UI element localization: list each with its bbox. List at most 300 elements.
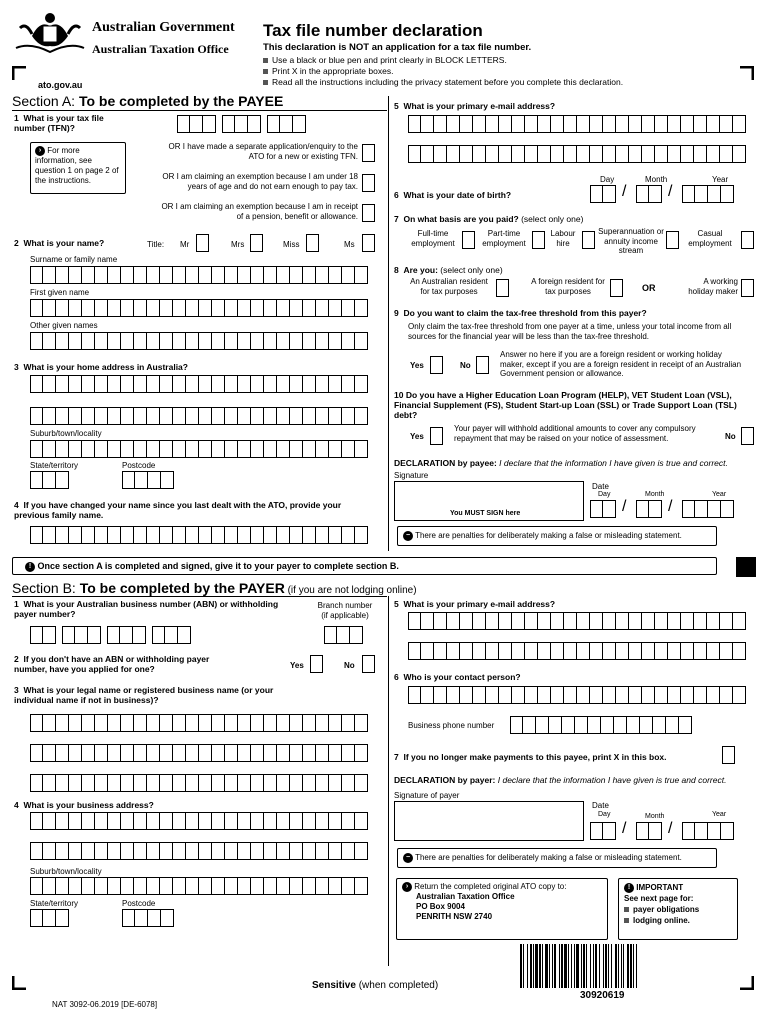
char-box[interactable]	[668, 115, 681, 133]
char-box[interactable]	[473, 686, 486, 704]
char-box[interactable]	[329, 714, 342, 732]
char-box[interactable]	[238, 744, 251, 762]
char-box[interactable]	[614, 716, 627, 734]
char-box[interactable]	[121, 407, 134, 425]
char-box[interactable]	[56, 774, 69, 792]
dob-year-boxes[interactable]	[682, 185, 734, 203]
char-box[interactable]	[95, 332, 108, 350]
char-box[interactable]	[342, 407, 355, 425]
char-box[interactable]	[173, 407, 186, 425]
char-box[interactable]	[616, 612, 629, 630]
surname-boxes[interactable]	[30, 266, 368, 284]
address-line-2[interactable]	[30, 407, 368, 425]
char-box[interactable]	[668, 642, 681, 660]
char-box[interactable]	[108, 375, 121, 393]
char-box[interactable]	[636, 185, 649, 203]
char-box[interactable]	[95, 744, 108, 762]
payee-date-month[interactable]	[636, 500, 662, 518]
char-box[interactable]	[277, 812, 290, 830]
char-box[interactable]	[43, 744, 56, 762]
char-box[interactable]	[590, 115, 603, 133]
char-box[interactable]	[212, 526, 225, 544]
char-box[interactable]	[681, 686, 694, 704]
char-box[interactable]	[199, 299, 212, 317]
char-box[interactable]	[56, 842, 69, 860]
char-box[interactable]	[316, 266, 329, 284]
char-box[interactable]	[30, 812, 43, 830]
b-email-2[interactable]	[408, 642, 746, 660]
char-box[interactable]	[212, 877, 225, 895]
char-box[interactable]	[160, 332, 173, 350]
char-box[interactable]	[577, 686, 590, 704]
char-box[interactable]	[603, 686, 616, 704]
char-box[interactable]	[43, 266, 56, 284]
char-box[interactable]	[577, 115, 590, 133]
char-box[interactable]	[173, 266, 186, 284]
char-box[interactable]	[95, 877, 108, 895]
char-box[interactable]	[199, 842, 212, 860]
char-box[interactable]	[681, 642, 694, 660]
char-box[interactable]	[30, 407, 43, 425]
payee-date-year[interactable]	[682, 500, 734, 518]
char-box[interactable]	[277, 526, 290, 544]
char-box[interactable]	[160, 266, 173, 284]
char-box[interactable]	[238, 877, 251, 895]
char-box[interactable]	[525, 145, 538, 163]
char-box[interactable]	[316, 440, 329, 458]
char-box[interactable]	[108, 299, 121, 317]
business-name-2[interactable]	[30, 744, 368, 762]
char-box[interactable]	[486, 686, 499, 704]
char-box[interactable]	[655, 115, 668, 133]
char-box[interactable]	[30, 842, 43, 860]
parttime-checkbox[interactable]	[532, 231, 545, 249]
char-box[interactable]	[303, 407, 316, 425]
char-box[interactable]	[56, 440, 69, 458]
char-box[interactable]	[173, 299, 186, 317]
char-box[interactable]	[173, 440, 186, 458]
char-box[interactable]	[636, 500, 649, 518]
char-box[interactable]	[616, 115, 629, 133]
char-box[interactable]	[551, 612, 564, 630]
char-box[interactable]	[324, 626, 337, 644]
char-box[interactable]	[108, 744, 121, 762]
char-box[interactable]	[251, 842, 264, 860]
char-box[interactable]	[147, 440, 160, 458]
char-box[interactable]	[303, 375, 316, 393]
char-box[interactable]	[186, 266, 199, 284]
char-box[interactable]	[238, 526, 251, 544]
b-q7-checkbox[interactable]	[722, 746, 735, 764]
char-box[interactable]	[69, 440, 82, 458]
char-box[interactable]	[355, 812, 368, 830]
char-box[interactable]	[95, 266, 108, 284]
char-box[interactable]	[290, 375, 303, 393]
char-box[interactable]	[629, 686, 642, 704]
char-box[interactable]	[655, 612, 668, 630]
char-box[interactable]	[588, 716, 601, 734]
char-box[interactable]	[590, 686, 603, 704]
char-box[interactable]	[134, 266, 147, 284]
char-box[interactable]	[160, 299, 173, 317]
payer-date-day[interactable]	[590, 822, 616, 840]
char-box[interactable]	[43, 299, 56, 317]
char-box[interactable]	[707, 145, 720, 163]
char-box[interactable]	[679, 716, 692, 734]
char-box[interactable]	[56, 332, 69, 350]
char-box[interactable]	[147, 714, 160, 732]
char-box[interactable]	[408, 115, 421, 133]
char-box[interactable]	[342, 299, 355, 317]
char-box[interactable]	[329, 812, 342, 830]
char-box[interactable]	[69, 526, 82, 544]
char-box[interactable]	[147, 877, 160, 895]
char-box[interactable]	[640, 716, 653, 734]
char-box[interactable]	[160, 375, 173, 393]
char-box[interactable]	[43, 714, 56, 732]
char-box[interactable]	[616, 145, 629, 163]
char-box[interactable]	[342, 774, 355, 792]
char-box[interactable]	[564, 612, 577, 630]
char-box[interactable]	[69, 877, 82, 895]
char-box[interactable]	[199, 744, 212, 762]
char-box[interactable]	[160, 714, 173, 732]
char-box[interactable]	[264, 714, 277, 732]
char-box[interactable]	[122, 471, 135, 489]
char-box[interactable]	[707, 612, 720, 630]
char-box[interactable]	[186, 526, 199, 544]
char-box[interactable]	[447, 145, 460, 163]
char-box[interactable]	[173, 744, 186, 762]
char-box[interactable]	[590, 185, 603, 203]
char-box[interactable]	[512, 686, 525, 704]
b-contact-boxes[interactable]	[408, 686, 746, 704]
char-box[interactable]	[264, 744, 277, 762]
char-box[interactable]	[108, 332, 121, 350]
char-box[interactable]	[173, 877, 186, 895]
char-box[interactable]	[355, 774, 368, 792]
char-box[interactable]	[43, 812, 56, 830]
business-address-1[interactable]	[30, 812, 368, 830]
or-2-checkbox[interactable]	[362, 174, 375, 192]
char-box[interactable]	[199, 375, 212, 393]
char-box[interactable]	[682, 185, 695, 203]
q9-no-checkbox[interactable]	[476, 356, 489, 374]
char-box[interactable]	[186, 877, 199, 895]
char-box[interactable]	[108, 774, 121, 792]
char-box[interactable]	[147, 744, 160, 762]
or-1-checkbox[interactable]	[362, 144, 375, 162]
char-box[interactable]	[121, 440, 134, 458]
char-box[interactable]	[290, 407, 303, 425]
char-box[interactable]	[733, 612, 746, 630]
char-box[interactable]	[655, 642, 668, 660]
char-box[interactable]	[95, 714, 108, 732]
char-box[interactable]	[160, 774, 173, 792]
char-box[interactable]	[134, 744, 147, 762]
char-box[interactable]	[30, 471, 43, 489]
char-box[interactable]	[43, 774, 56, 792]
char-box[interactable]	[95, 774, 108, 792]
char-box[interactable]	[82, 332, 95, 350]
char-box[interactable]	[316, 744, 329, 762]
fulltime-checkbox[interactable]	[462, 231, 475, 249]
char-box[interactable]	[447, 686, 460, 704]
char-box[interactable]	[134, 332, 147, 350]
char-box[interactable]	[575, 716, 588, 734]
char-box[interactable]	[538, 686, 551, 704]
char-box[interactable]	[134, 774, 147, 792]
char-box[interactable]	[303, 266, 316, 284]
char-box[interactable]	[342, 744, 355, 762]
char-box[interactable]	[277, 332, 290, 350]
char-box[interactable]	[316, 774, 329, 792]
char-box[interactable]	[147, 299, 160, 317]
first-name-boxes[interactable]	[30, 299, 368, 317]
char-box[interactable]	[577, 145, 590, 163]
char-box[interactable]	[421, 115, 434, 133]
char-box[interactable]	[642, 642, 655, 660]
char-box[interactable]	[486, 612, 499, 630]
char-box[interactable]	[69, 299, 82, 317]
char-box[interactable]	[82, 842, 95, 860]
char-box[interactable]	[147, 407, 160, 425]
char-box[interactable]	[721, 822, 734, 840]
char-box[interactable]	[225, 714, 238, 732]
char-box[interactable]	[108, 440, 121, 458]
char-box[interactable]	[199, 266, 212, 284]
char-box[interactable]	[147, 842, 160, 860]
char-box[interactable]	[562, 716, 575, 734]
char-box[interactable]	[316, 812, 329, 830]
labour-hire-checkbox[interactable]	[582, 231, 595, 249]
char-box[interactable]	[121, 375, 134, 393]
char-box[interactable]	[350, 626, 363, 644]
char-box[interactable]	[186, 842, 199, 860]
char-box[interactable]	[277, 440, 290, 458]
char-box[interactable]	[681, 115, 694, 133]
char-box[interactable]	[134, 877, 147, 895]
char-box[interactable]	[212, 842, 225, 860]
char-box[interactable]	[134, 407, 147, 425]
char-box[interactable]	[56, 299, 69, 317]
char-box[interactable]	[329, 299, 342, 317]
email-boxes-1[interactable]	[408, 115, 746, 133]
char-box[interactable]	[56, 744, 69, 762]
char-box[interactable]	[121, 774, 134, 792]
char-box[interactable]	[720, 612, 733, 630]
char-box[interactable]	[342, 714, 355, 732]
char-box[interactable]	[460, 642, 473, 660]
char-box[interactable]	[108, 266, 121, 284]
char-box[interactable]	[186, 407, 199, 425]
char-box[interactable]	[95, 440, 108, 458]
char-box[interactable]	[525, 686, 538, 704]
char-box[interactable]	[264, 299, 277, 317]
char-box[interactable]	[82, 299, 95, 317]
char-box[interactable]	[721, 500, 734, 518]
char-box[interactable]	[629, 145, 642, 163]
char-box[interactable]	[590, 500, 603, 518]
char-box[interactable]	[69, 774, 82, 792]
char-box[interactable]	[134, 299, 147, 317]
char-box[interactable]	[447, 115, 460, 133]
char-box[interactable]	[186, 440, 199, 458]
char-box[interactable]	[408, 642, 421, 660]
char-box[interactable]	[186, 744, 199, 762]
char-box[interactable]	[694, 686, 707, 704]
char-box[interactable]	[434, 115, 447, 133]
char-box[interactable]	[238, 812, 251, 830]
char-box[interactable]	[43, 332, 56, 350]
char-box[interactable]	[316, 332, 329, 350]
char-box[interactable]	[460, 612, 473, 630]
char-box[interactable]	[536, 716, 549, 734]
char-box[interactable]	[720, 145, 733, 163]
char-box[interactable]	[277, 266, 290, 284]
char-box[interactable]	[329, 440, 342, 458]
char-box[interactable]	[186, 375, 199, 393]
char-box[interactable]	[525, 642, 538, 660]
char-box[interactable]	[212, 714, 225, 732]
char-box[interactable]	[108, 714, 121, 732]
char-box[interactable]	[603, 642, 616, 660]
b-state-boxes[interactable]	[30, 909, 69, 927]
char-box[interactable]	[225, 332, 238, 350]
char-box[interactable]	[95, 407, 108, 425]
char-box[interactable]	[627, 716, 640, 734]
payer-date-month[interactable]	[636, 822, 662, 840]
char-box[interactable]	[173, 526, 186, 544]
char-box[interactable]	[290, 440, 303, 458]
char-box[interactable]	[173, 842, 186, 860]
char-box[interactable]	[694, 642, 707, 660]
char-box[interactable]	[108, 526, 121, 544]
char-box[interactable]	[590, 642, 603, 660]
char-box[interactable]	[251, 744, 264, 762]
char-box[interactable]	[434, 612, 447, 630]
abn-boxes[interactable]	[30, 626, 191, 644]
char-box[interactable]	[147, 812, 160, 830]
char-box[interactable]	[707, 115, 720, 133]
char-box[interactable]	[355, 440, 368, 458]
char-box[interactable]	[616, 686, 629, 704]
char-box[interactable]	[225, 774, 238, 792]
char-box[interactable]	[486, 145, 499, 163]
char-box[interactable]	[694, 115, 707, 133]
char-box[interactable]	[523, 716, 536, 734]
char-box[interactable]	[329, 375, 342, 393]
char-box[interactable]	[225, 266, 238, 284]
char-box[interactable]	[30, 774, 43, 792]
char-box[interactable]	[303, 440, 316, 458]
q10-no-checkbox[interactable]	[741, 427, 754, 445]
char-box[interactable]	[56, 526, 69, 544]
char-box[interactable]	[329, 774, 342, 792]
char-box[interactable]	[148, 471, 161, 489]
char-box[interactable]	[135, 909, 148, 927]
char-box[interactable]	[121, 526, 134, 544]
char-box[interactable]	[512, 115, 525, 133]
char-box[interactable]	[447, 612, 460, 630]
char-box[interactable]	[408, 612, 421, 630]
char-box[interactable]	[277, 375, 290, 393]
char-box[interactable]	[212, 440, 225, 458]
char-box[interactable]	[460, 115, 473, 133]
char-box[interactable]	[629, 642, 642, 660]
char-box[interactable]	[264, 526, 277, 544]
char-box[interactable]	[316, 407, 329, 425]
char-box[interactable]	[121, 877, 134, 895]
char-box[interactable]	[499, 115, 512, 133]
char-box[interactable]	[108, 877, 121, 895]
char-box[interactable]	[434, 642, 447, 660]
char-box[interactable]	[30, 375, 43, 393]
payer-signature-box[interactable]	[394, 801, 584, 841]
char-box[interactable]	[160, 877, 173, 895]
char-box[interactable]	[551, 145, 564, 163]
char-box[interactable]	[355, 266, 368, 284]
ms-checkbox[interactable]	[362, 234, 375, 252]
char-box[interactable]	[316, 842, 329, 860]
char-box[interactable]	[290, 332, 303, 350]
char-box[interactable]	[82, 744, 95, 762]
char-box[interactable]	[355, 526, 368, 544]
char-box[interactable]	[303, 526, 316, 544]
char-box[interactable]	[447, 642, 460, 660]
char-box[interactable]	[303, 774, 316, 792]
char-box[interactable]	[69, 407, 82, 425]
char-box[interactable]	[251, 375, 264, 393]
char-box[interactable]	[290, 744, 303, 762]
q10-yes-checkbox[interactable]	[430, 427, 443, 445]
char-box[interactable]	[173, 774, 186, 792]
char-box[interactable]	[238, 440, 251, 458]
char-box[interactable]	[355, 877, 368, 895]
b-yes-checkbox[interactable]	[310, 655, 323, 673]
char-box[interactable]	[199, 774, 212, 792]
char-box[interactable]	[238, 407, 251, 425]
resident-checkbox[interactable]	[496, 279, 509, 297]
char-box[interactable]	[148, 909, 161, 927]
char-box[interactable]	[30, 744, 43, 762]
char-box[interactable]	[238, 299, 251, 317]
char-box[interactable]	[681, 612, 694, 630]
char-box[interactable]	[264, 812, 277, 830]
char-box[interactable]	[199, 812, 212, 830]
char-box[interactable]	[277, 877, 290, 895]
char-box[interactable]	[135, 471, 148, 489]
char-box[interactable]	[82, 526, 95, 544]
char-box[interactable]	[329, 266, 342, 284]
char-box[interactable]	[134, 526, 147, 544]
char-box[interactable]	[486, 642, 499, 660]
state-boxes[interactable]	[30, 471, 69, 489]
char-box[interactable]	[69, 714, 82, 732]
char-box[interactable]	[212, 299, 225, 317]
char-box[interactable]	[264, 332, 277, 350]
char-box[interactable]	[668, 145, 681, 163]
char-box[interactable]	[355, 744, 368, 762]
miss-checkbox[interactable]	[306, 234, 319, 252]
char-box[interactable]	[56, 877, 69, 895]
branch-boxes[interactable]	[324, 626, 363, 644]
char-box[interactable]	[186, 299, 199, 317]
char-box[interactable]	[329, 842, 342, 860]
char-box[interactable]	[721, 185, 734, 203]
char-box[interactable]	[56, 909, 69, 927]
char-box[interactable]	[538, 115, 551, 133]
